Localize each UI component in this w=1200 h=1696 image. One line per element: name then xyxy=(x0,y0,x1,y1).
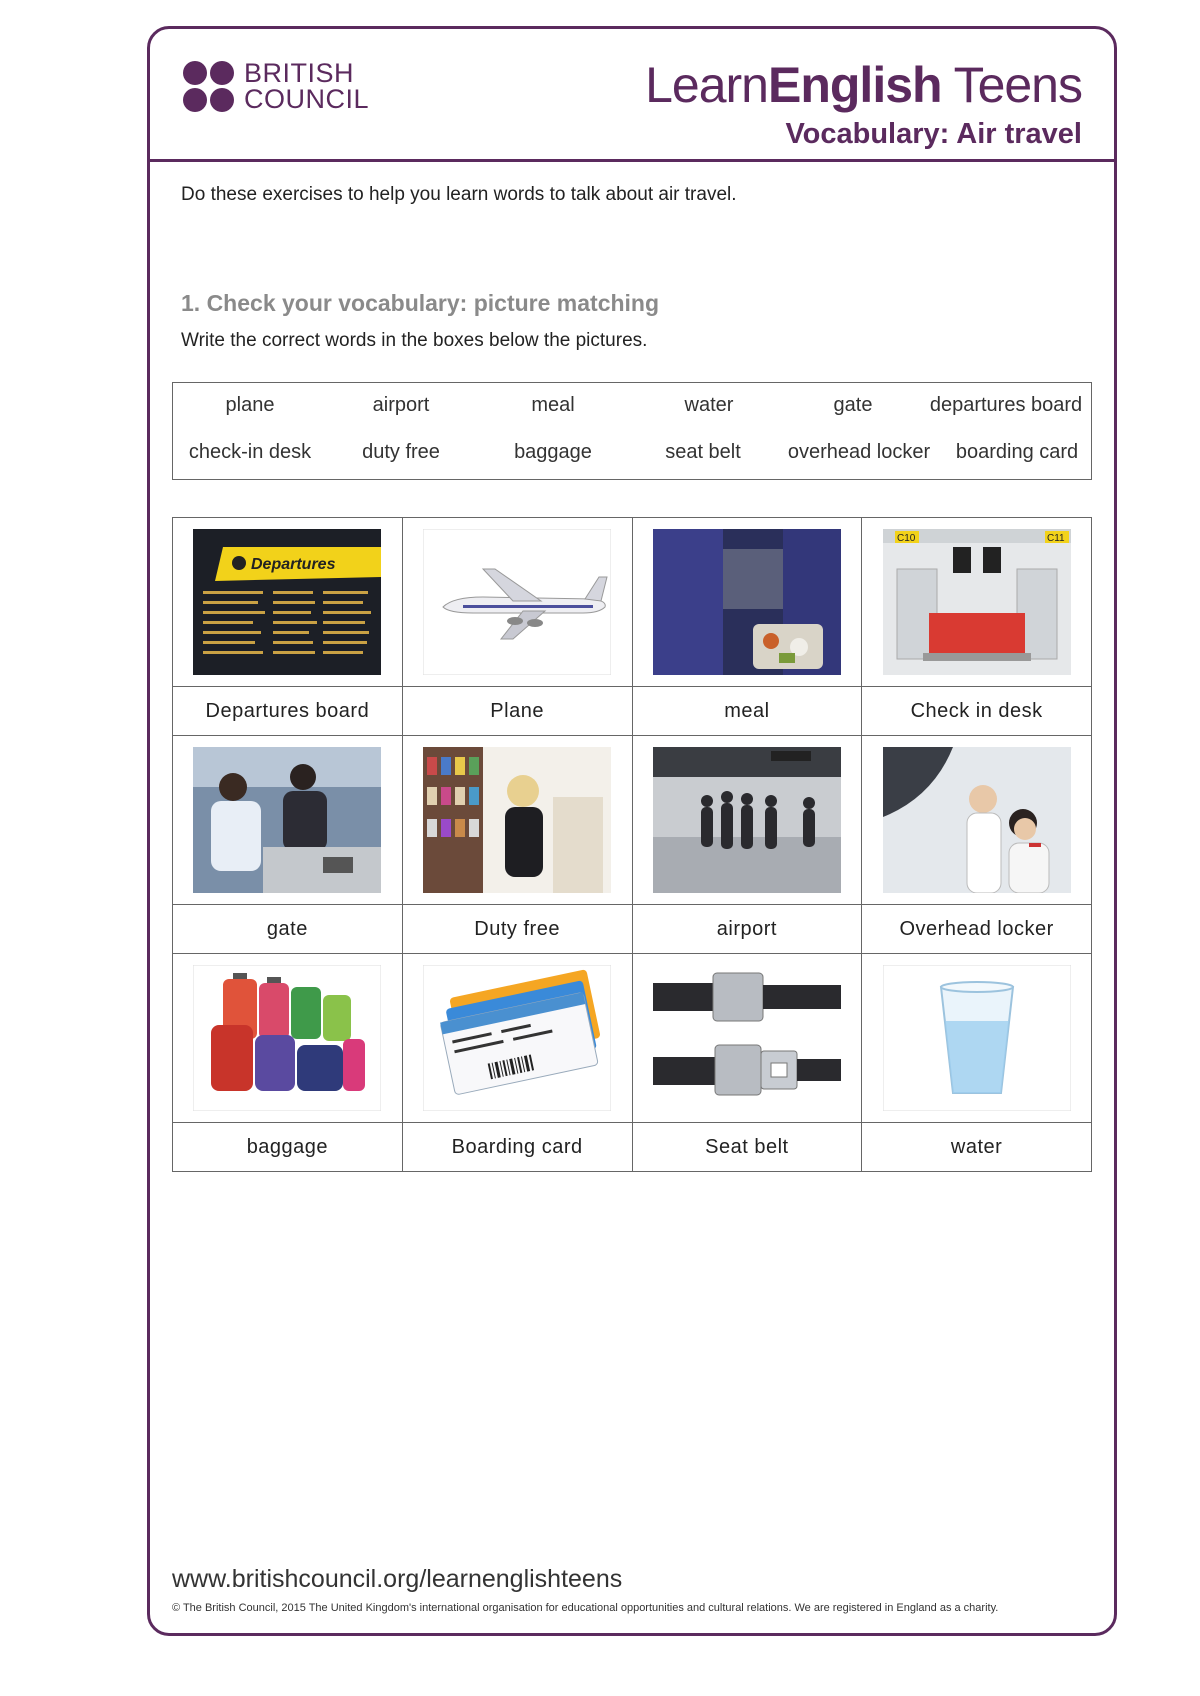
answer-cell[interactable]: gate xyxy=(173,905,403,954)
word-bank-item: departures board xyxy=(929,394,1083,416)
picture-cell xyxy=(402,736,632,905)
picture-cell xyxy=(173,954,403,1123)
word-bank xyxy=(172,382,1092,480)
exercise-heading: 1. Check your vocabulary: picture matching xyxy=(181,290,660,316)
footer-url[interactable]: www.britishcouncil.org/learnenglishteens xyxy=(172,1565,623,1593)
picture-cell xyxy=(632,954,862,1123)
picture-cell xyxy=(862,954,1092,1123)
picture-cell xyxy=(632,518,862,687)
footer-copyright: © The British Council, 2015 The United Kingdom's international organisation for educational opportunities and cultural relations. We are registered in England as a charity. xyxy=(172,1602,999,1614)
answer-cell[interactable]: Seat belt xyxy=(632,1123,862,1172)
word-bank-item: plane xyxy=(225,394,275,416)
answer-cell[interactable]: Boarding card xyxy=(402,1123,632,1172)
svg-text:Departures: Departures xyxy=(251,556,336,573)
logo-line-2: COUNCIL xyxy=(244,84,370,114)
logo-line-1: BRITISH xyxy=(244,58,355,88)
airport-image xyxy=(653,747,841,893)
picture-cell xyxy=(173,736,403,905)
word-bank-item: gate xyxy=(833,394,873,416)
answer-cell[interactable]: Departures board xyxy=(173,687,403,736)
answer-cell[interactable]: water xyxy=(862,1123,1092,1172)
picture-cell xyxy=(402,518,632,687)
meal-image xyxy=(653,529,841,675)
british-council-logo xyxy=(183,60,369,112)
answer-cell[interactable]: meal xyxy=(632,687,862,736)
answer-cell[interactable]: Duty free xyxy=(402,905,632,954)
document-title: Vocabulary: Air travel xyxy=(785,118,1082,150)
word-bank-item: meal xyxy=(531,394,575,416)
logo-dots-icon xyxy=(183,61,234,112)
answer-cell[interactable]: Overhead locker xyxy=(862,905,1092,954)
word-bank-item: boarding card xyxy=(955,441,1079,463)
duty-free-image xyxy=(423,747,611,893)
intro-text: Do these exercises to help you learn words to talk about air travel. xyxy=(181,184,737,205)
gate-image xyxy=(193,747,381,893)
departures-board-image xyxy=(193,529,381,675)
picture-cell xyxy=(402,954,632,1123)
word-bank-item: overhead locker xyxy=(787,441,931,463)
word-bank-item: duty free xyxy=(362,441,440,463)
overhead-locker-image xyxy=(883,747,1071,893)
word-bank-item: seat belt xyxy=(665,441,741,463)
water-glass-image xyxy=(883,965,1071,1111)
word-bank-item: baggage xyxy=(514,441,592,463)
svg-text:C10: C10 xyxy=(896,533,915,544)
picture-cell xyxy=(632,736,862,905)
picture-cell xyxy=(173,518,403,687)
answer-cell[interactable]: baggage xyxy=(173,1123,403,1172)
svg-text:C11: C11 xyxy=(1046,533,1065,544)
header-divider xyxy=(147,159,1117,162)
learnenglish-teens-logo: LearnEnglish Teens xyxy=(645,57,1082,113)
word-bank-item: check-in desk xyxy=(188,441,312,463)
picture-matching-grid xyxy=(172,517,1092,1172)
exercise-instruction: Write the correct words in the boxes below the pictures. xyxy=(181,330,648,351)
picture-cell xyxy=(862,518,1092,687)
seat-belt-image xyxy=(653,965,841,1111)
word-bank-item: airport xyxy=(372,394,430,416)
check-in-desk-image xyxy=(883,529,1071,675)
boarding-card-image xyxy=(423,965,611,1111)
answer-cell[interactable]: airport xyxy=(632,905,862,954)
answer-cell[interactable]: Plane xyxy=(402,687,632,736)
plane-image xyxy=(423,529,611,675)
baggage-image xyxy=(193,965,381,1111)
picture-cell xyxy=(862,736,1092,905)
answer-cell[interactable]: Check in desk xyxy=(862,687,1092,736)
word-bank-item: water xyxy=(684,394,734,416)
